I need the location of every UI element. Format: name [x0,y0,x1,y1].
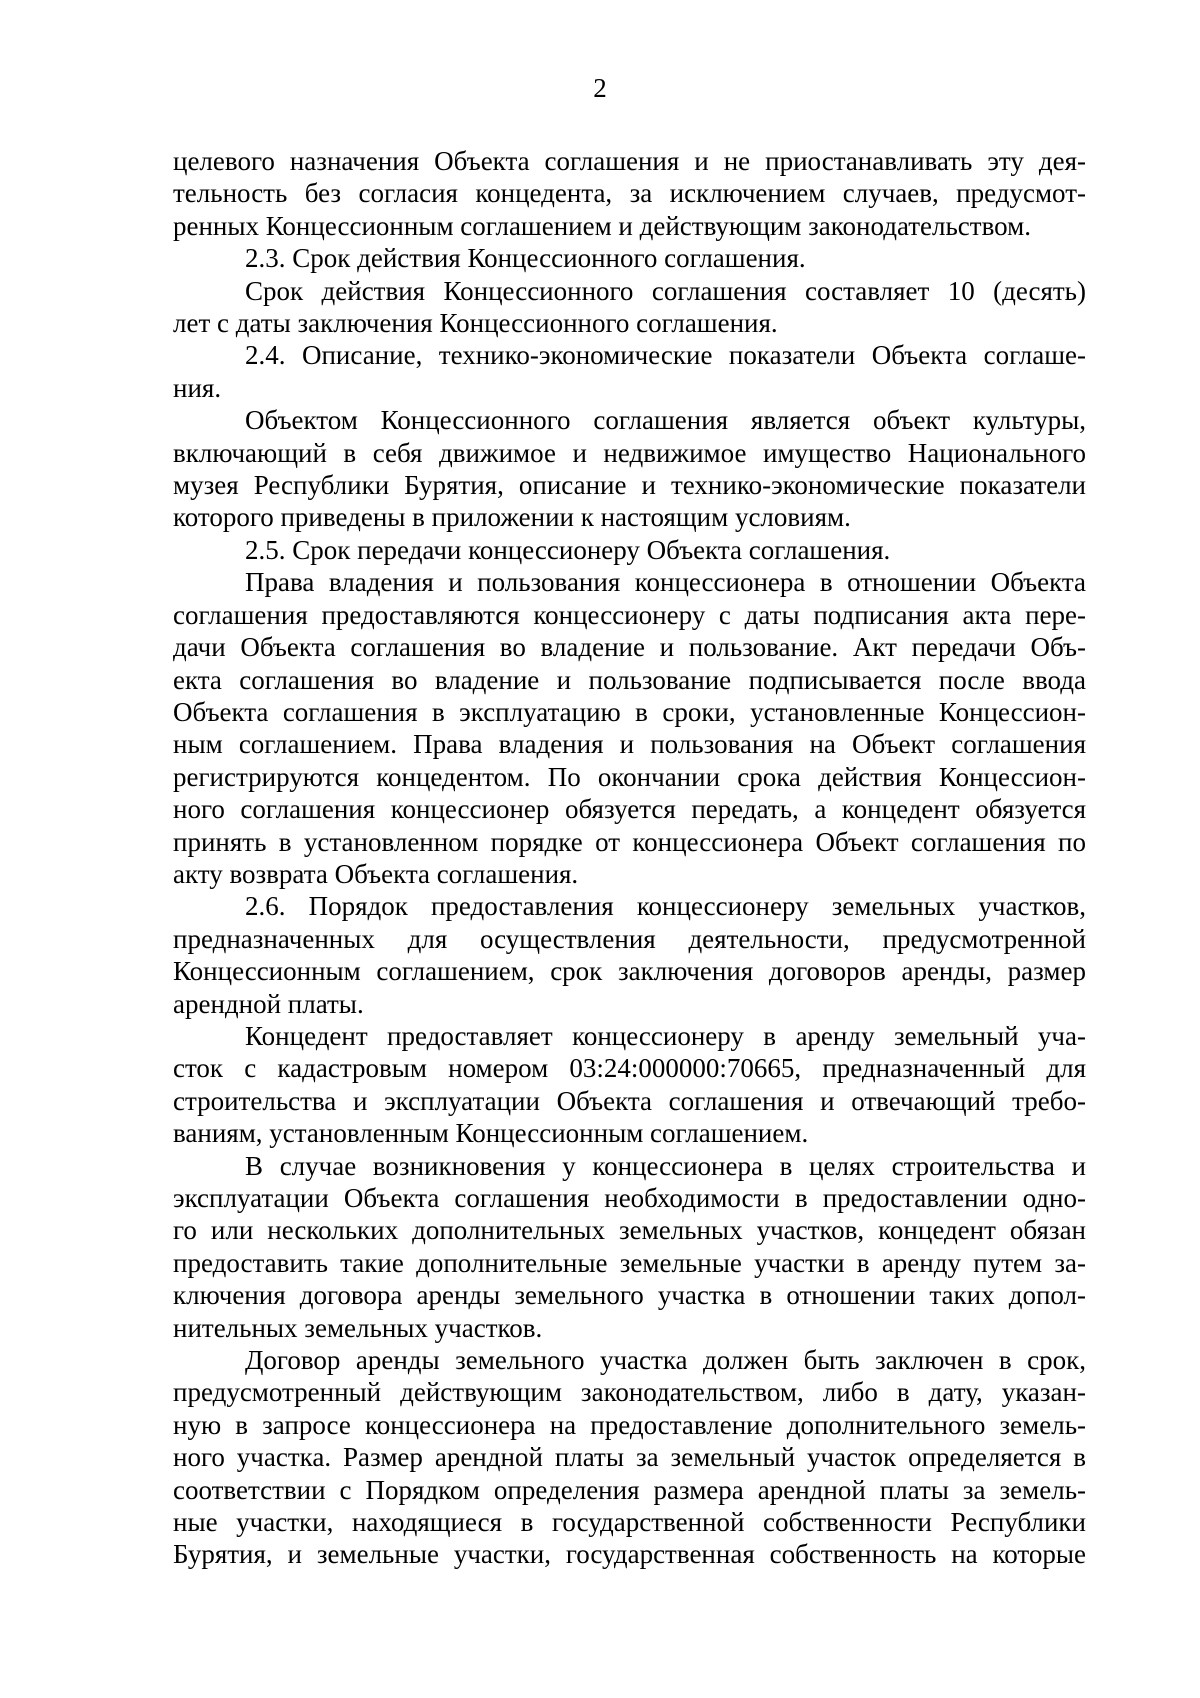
paragraph [173,1020,1086,1150]
text-line: Объекта соглашения в эксплуатацию в сроки, установленные Концессион- [173,696,1086,727]
text-line: предназначенных для осуществления деятельности, предусмотренной [173,923,1086,954]
text-line: лет с даты заключения Концессионного соглашения. [173,308,778,339]
text-line: ные участки, находящиеся в государственной собственности Республики [173,1507,1086,1538]
paragraph [173,404,1086,534]
text-line: го или нескольких дополнительных земельных участков, концедент обязан [173,1215,1086,1246]
text-line: 2.4. Описание, технико-экономические показатели Объекта соглаше- [245,340,1086,371]
text-line: ключения договора аренды земельного участка в отношении таких допол- [173,1280,1086,1311]
text-line: 2.5. Срок передачи концессионеру Объекта соглашения. [245,534,891,565]
text-line: 2.6. Порядок предоставления концессионеру земельных участков, [245,891,1086,922]
text-line: нительных земельных участков. [173,1312,543,1343]
paragraph [173,566,1086,890]
page-number: 2 [593,73,607,103]
text-line: ным соглашением. Права владения и пользования на Объект соглашения [173,729,1086,760]
text-line: арендной платы. [173,988,364,1019]
text-line: ния. [173,372,222,403]
text-line: Договор аренды земельного участка должен быть заключен в срок, [245,1345,1086,1376]
text-line: соответствии с Порядком определения размера арендной платы за земель- [173,1474,1086,1505]
text-line: Объектом Концессионного соглашения является объект культуры, [245,405,1086,436]
text-line: ваниям, установленным Концессионным соглашением. [173,1118,809,1149]
text-line: тельность без согласия концедента, за исключением случаев, предусмот- [173,178,1086,209]
paragraph [173,275,1086,340]
text-line: Срок действия Концессионного соглашения составляет 10 (десять) [245,275,1086,306]
text-line: предоставить такие дополнительные земельные участки в аренду путем за- [173,1247,1086,1278]
text-line: Права владения и пользования концессионера в отношении Объекта [245,567,1086,598]
text-line: ного участка. Размер арендной платы за земельный участок определяется в [173,1442,1086,1473]
document-body [173,145,1086,1571]
text-line: В случае возникновения у концессионера в целях строительства и [245,1150,1086,1181]
text-line: дачи Объекта соглашения во владение и пользование. Акт передачи Объ- [173,632,1086,663]
text-line: сток с кадастровым номером 03:24:000000:70665, предназначенный для [173,1053,1086,1084]
text-line: соглашения предоставляются концессионеру с даты подписания акта пере- [173,599,1086,630]
text-line: Концедент предоставляет концессионеру в аренду земельный уча- [245,1020,1086,1051]
text-line: которого приведены в приложении к настоящим условиям. [173,502,851,533]
text-line: ренных Концессионным соглашением и действующим законодательством. [173,210,1031,241]
paragraph [173,1150,1086,1344]
paragraph [173,1344,1086,1571]
text-line: акту возврата Объекта соглашения. [173,858,579,889]
text-line: ную в запросе концессионера на предоставление дополнительного земель- [173,1409,1086,1440]
text-line: Концессионным соглашением, срок заключения договоров аренды, размер [173,956,1086,987]
paragraph [173,890,1086,1020]
text-line: регистрируются концедентом. По окончании срока действия Концессион- [173,761,1086,792]
text-line: 2.3. Срок действия Концессионного соглашения. [245,243,806,274]
paragraph [173,339,1086,404]
text-line: предусмотренный действующим законодательством, либо в дату, указан- [173,1377,1086,1408]
text-line: Бурятия, и земельные участки, государственная собственность на которые [173,1539,1086,1570]
text-line: эксплуатации Объекта соглашения необходимости в предоставлении одно- [173,1183,1086,1213]
text-line: строительства и эксплуатации Объекта соглашения и отвечающий требо- [173,1085,1086,1116]
text-line: екта соглашения во владение и пользование подписывается после ввода [173,664,1086,695]
paragraph [173,534,1086,566]
text-line: целевого назначения Объекта соглашения и не приостанавливать эту дея- [173,146,1086,176]
paragraph [173,242,1086,274]
text-line: включающий в себя движимое и недвижимое имущество Национального [173,437,1086,468]
paragraph [173,145,1086,242]
text-line: ного соглашения концессионер обязуется передать, а концедент обязуется [173,794,1086,825]
text-line: принять в установленном порядке от концессионера Объект соглашения по [173,826,1086,857]
text-line: музея Республики Бурятия, описание и технико-экономические показатели [173,470,1086,501]
